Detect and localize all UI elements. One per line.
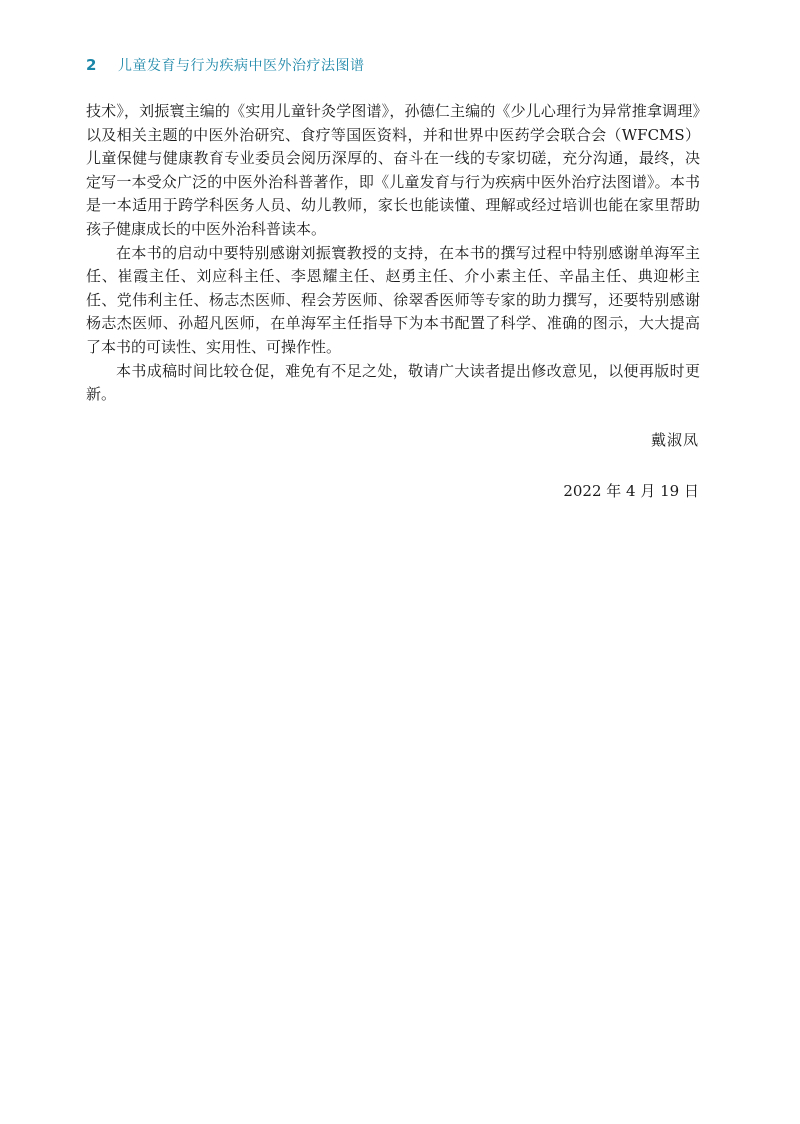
paragraph-acknowledgements: 在本书的启动中要特别感谢刘振寰教授的支持，在本书的撰写过程中特别感谢单海军主任、崔霞主任、刘应科主任、李恩耀主任、赵勇主任、介小素主任、辛晶主任、典迎彬主任、党伟利主任、杨志杰医师、程会芳医师、徐翠香医师等专家的助力撰写，还要特别感谢杨志杰医师、孙超凡医师，在单海军主任指导下为本书配置了科学、准确的图示，大大提高了本书的可读性、实用性、可操作性。 bbox=[86, 243, 700, 356]
page-number: 2 bbox=[86, 56, 97, 74]
author-signature: 戴淑凤 bbox=[650, 431, 699, 449]
running-header bbox=[86, 55, 365, 77]
book-title: 儿童发育与行为疾病中医外治疗法图谱 bbox=[118, 58, 365, 74]
body-text bbox=[86, 100, 700, 407]
paragraph-closing: 本书成稿时间比较仓促，难免有不足之处，敬请广大读者提出修改意见，以便再版时更新。 bbox=[86, 361, 700, 404]
paragraph-continuation: 技术》，刘振寰主编的《实用儿童针灸学图谱》，孙德仁主编的《少儿心理行为异常推拿调理》以及相关主题的中医外治研究、食疗等国医资料，并和世界中医药学会联合会（WFCMS）儿童保健与健康教育专业委员会阅历深厚的、奋斗在一线的专家切磋，充分沟通，最终，决定写一本受众广泛的中医外治科普著作，即《儿童发育与行为疾病中医外治疗法图谱》。本书是一本适用于跨学科医务人员、幼儿教师，家长也能读懂、理解或经过培训也能在家里帮助孩子健康成长的中医外治科普读本。 bbox=[86, 102, 700, 238]
signature-date: 2022 年 4 月 19 日 bbox=[563, 482, 699, 500]
